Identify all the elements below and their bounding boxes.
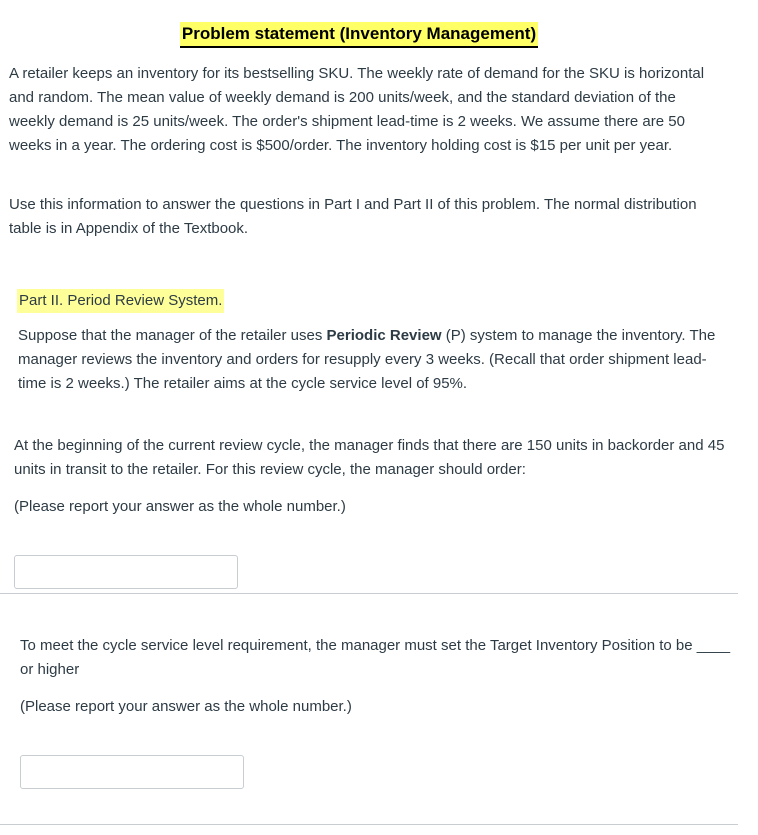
question-divider (0, 593, 738, 594)
part-description (18, 324, 723, 396)
question2-note: (Please report your answer as the whole number.) (20, 698, 352, 715)
question2-text (20, 634, 732, 682)
title-container (0, 22, 718, 48)
bottom-divider (0, 824, 738, 825)
question1-text: At the beginning of the current review cycle, the manager finds that there are 150 units in backorder and 45 units in transit to the retailer. For this review cycle, the manager should order: (14, 437, 725, 478)
problem-title: Problem statement (Inventory Management) (180, 22, 538, 48)
intro-paragraph: A retailer keeps an inventory for its bestselling SKU. The weekly rate of demand for the SKU is horizontal and random. The mean value of weekly demand is 200 units/week, and the standard deviation of the weekly demand is 25 units/week. The order's shipment lead-time is 2 weeks. We assume there are 50 weeks in a year. The ordering cost is $500/order. The inventory holding cost is $15 per unit per year. (9, 65, 705, 154)
question2-text-start: To meet the cycle service level requirement, the manager must set the Target Inventory Position to be (20, 637, 697, 654)
part-description-intro: Suppose that the manager of the retailer uses (18, 327, 327, 344)
question1-answer-input[interactable] (14, 555, 238, 589)
instructions-paragraph: Use this information to answer the questions in Part I and Part II of this problem. The normal distribution table is in Appendix of the Textbook. (9, 196, 697, 237)
part-label: Part II. Period Review System. (17, 289, 224, 313)
part-description-rest: (P) system to manage the inventory. The manager reviews the inventory and orders for resupply every 3 weeks. (Recall that order shipment lead-time is 2 weeks.) The retailer aims at the cycle service level of 95%. (18, 327, 716, 392)
question2-text-end: or higher (20, 661, 80, 678)
question1-note: (Please report your answer as the whole number.) (14, 498, 346, 515)
question2-answer-input[interactable] (20, 755, 244, 789)
question2-blank: ____ (696, 637, 731, 654)
part-description-bold: Periodic Review (326, 327, 442, 344)
